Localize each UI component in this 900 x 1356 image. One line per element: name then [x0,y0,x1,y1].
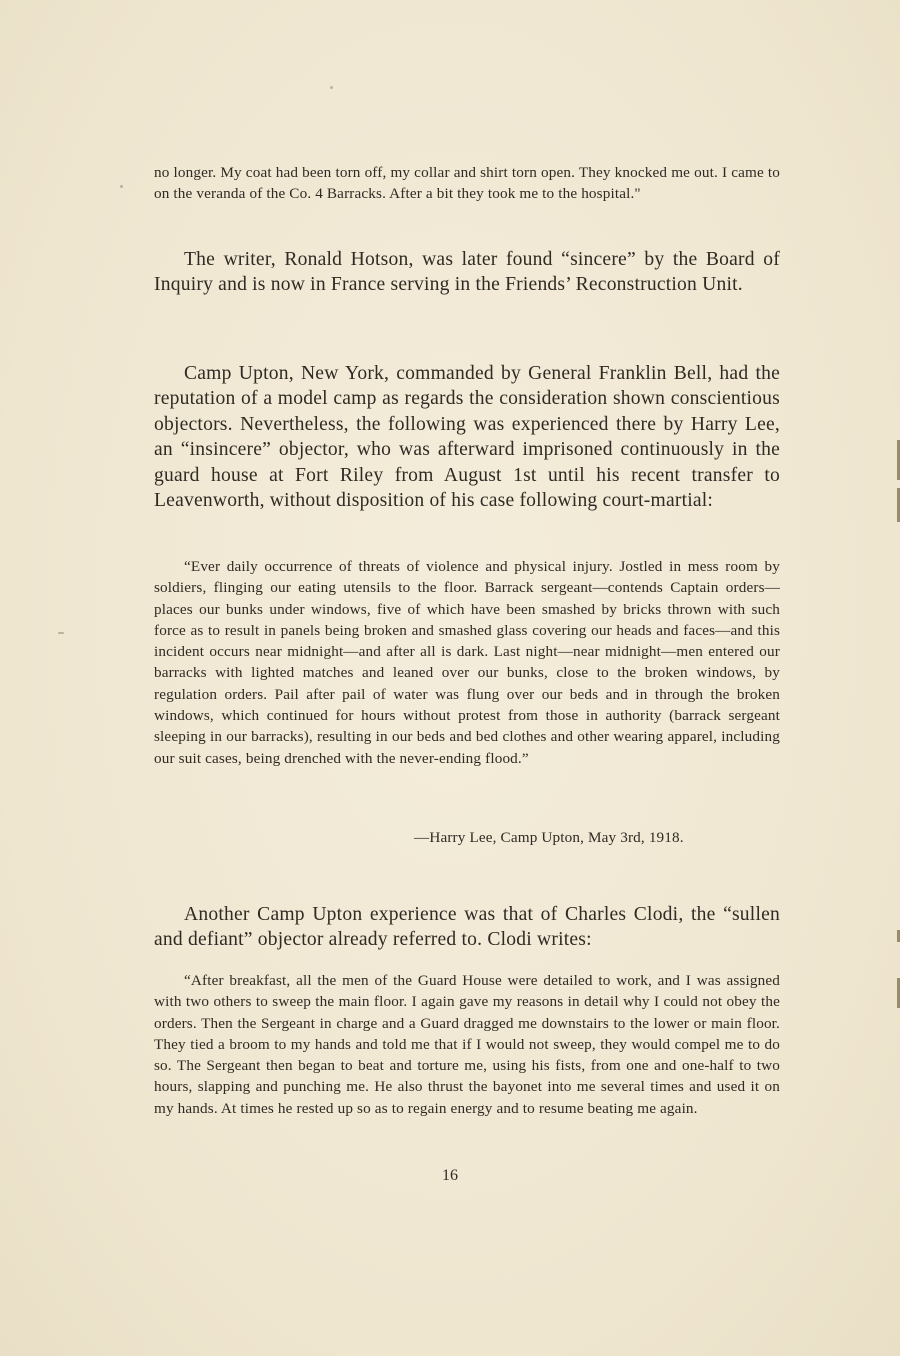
quote-clodi: “After breakfast, all the men of the Guard House were detailed to work, and I was assigned with two others to sweep the main floor. I again gave my reasons in detail why I could not obey the orders. Then the Sergeant in charge and a Guard dragged me downstairs to the lower or main floor. They tied a broom to my hands and told me that if I would not sweep, they would compel me to do so. The Sergeant then began to beat and torture me, using his fists, from one and one-half to two hours, slapping and punching me. He also thrust the bayonet into me several times and used it on my hands. At times he rested up so as to regain energy and to resume beating me again. [154,972,780,1117]
paragraph-camp-upton: Camp Upton, New York, commanded by General Franklin Bell, had the reputation of a model camp as regards the consideration shown conscientious objectors. Nevertheless, the following was experienced there by Harry Lee, an “insincere” objector, who was afterward imprisoned continuously in the guard house at Fort Riley from August 1st until his recent transfer to Leavenworth, without disposition of his case following court-martial: [154,363,780,512]
quote-harry-lee: “Ever daily occurrence of threats of violence and physical injury. Jostled in mess room by soldiers, flinging our eating utensils to the floor. Barrack sergeant—contends Captain orders—places our bunks under windows, five of which have been smashed by bricks thrown with such force as to result in panels being broken and smashed glass covering our heads and faces—and this incident occurs near midnight—and after all is dark. Last night—near midnight—men entered our barracks with lighted matches and leaned over our bunks, close to the broken windows, by regulation orders. Pail after pail of water was flung over our beds and in through the broken windows, which continued for hours without protest from those in authority (barrack sergeant sleeping in our barracks), resulting in our beds and bed clothes and other wearing apparel, including our suit cases, being drenched with the never-ending flood.” [154,558,780,767]
quote-signature: —Harry Lee, Camp Upton, May 3rd, 1918. [414,829,684,846]
paragraph-hotson: The writer, Ronald Hotson, was later found “sincere” by the Board of Inquiry and is now in France serving in the Friends’ Reconstruction Unit. [154,249,780,296]
page-number: 16 [442,1167,458,1184]
paper-speck [330,86,333,89]
paper-speck [120,185,123,188]
paper-speck [58,632,64,634]
paragraph-clodi-intro: Another Camp Upton experience was that of Charles Clodi, the “sullen and defiant” objector already referred to. Clodi writes: [154,904,780,951]
paragraph-continuation: no longer. My coat had been torn off, my collar and shirt torn open. They knocked me out. I came to on the veranda of the Co. 4 Barracks. After a bit they took me to the hospital." [154,164,780,203]
